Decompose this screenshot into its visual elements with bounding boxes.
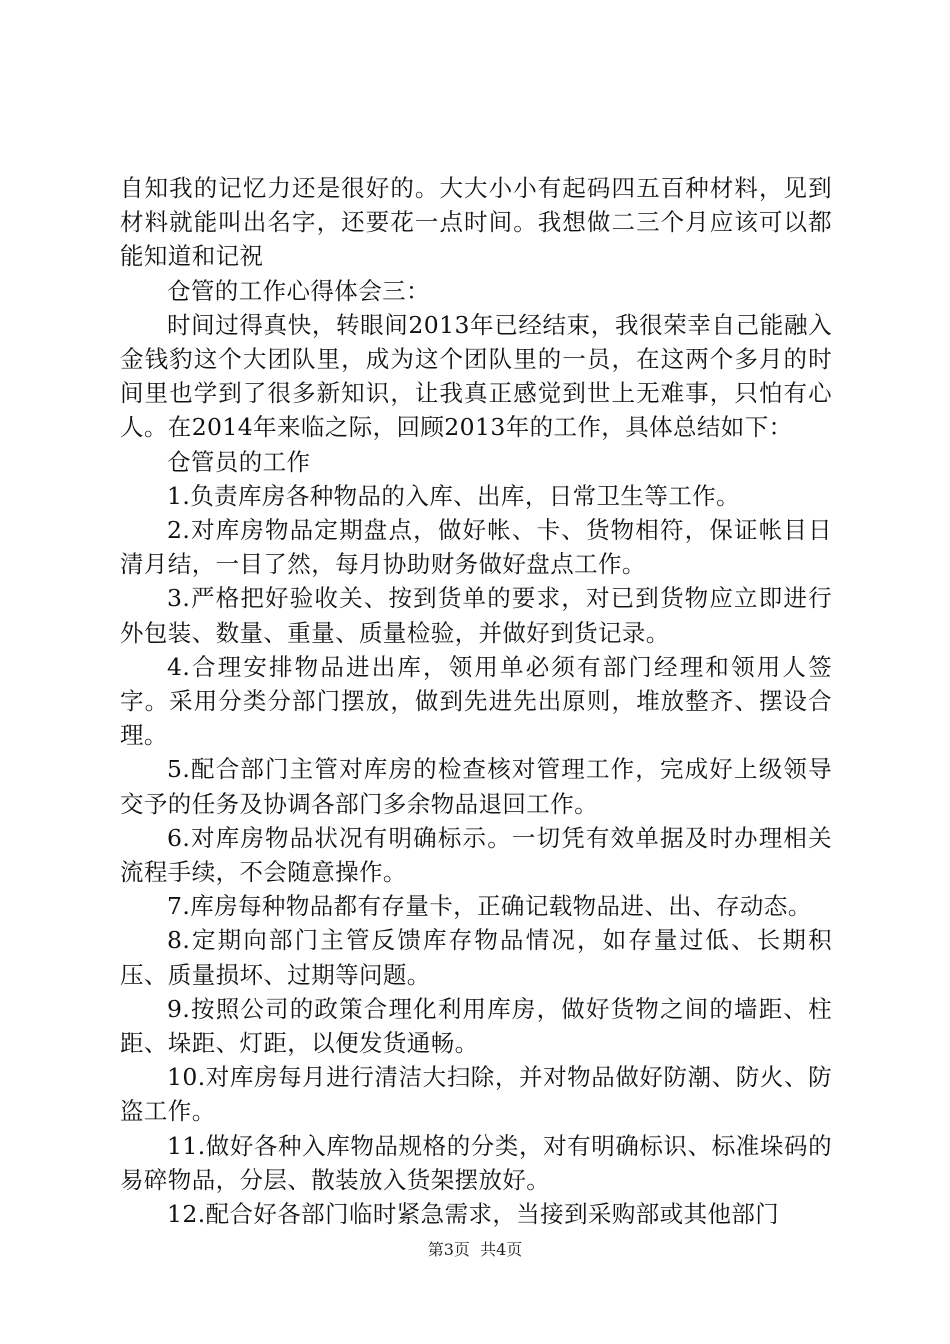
paragraph: 时间过得真快，转眼间2013年已经结束，我很荣幸自己能融入金钱豹这个大团队里，成为这个团队里的一员，在这两个多月的时间里也学到了很多新知识，让我真正感觉到世上无难事，只怕有心人。在2014年来临之际，回顾2013年的工作，具体总结如下： <box>120 310 832 442</box>
list-item: 9.按照公司的政策合理化利用库房，做好货物之间的墙距、柱距、垛距、灯距，以便发货通畅。 <box>120 994 832 1058</box>
document-body <box>120 171 832 1231</box>
page-total: 共4页 <box>480 1240 523 1259</box>
footer-spacer <box>470 1240 480 1259</box>
list-item: 4.合理安排物品进出库，领用单必须有部门经理和领用人签字。采用分类分部门摆放，做到先进先出原则，堆放整齐、摆设合理。 <box>120 652 832 750</box>
section-heading: 仓管的工作心得体会三： <box>167 276 430 305</box>
list-item: 7.库房每种物品都有存量卡，正确记载物品进、出、存动态。 <box>167 892 812 921</box>
page-number: 第3页 <box>427 1240 470 1259</box>
page-footer <box>0 1240 950 1260</box>
list-item: 3.严格把好验收关、按到货单的要求，对已到货物应立即进行外包装、数量、重量、质量检验，并做好到货记录。 <box>120 584 832 647</box>
list-item: 6.对库房物品状况有明确标示。一切凭有效单据及时办理相关流程手续，不会随意操作。 <box>120 823 832 887</box>
list-item: 5.配合部门主管对库房的检查核对管理工作，完成好上级领导交予的任务及协调各部门多余物品退回工作。 <box>120 755 832 818</box>
list-item: 11.做好各种入库物品规格的分类，对有明确标识、标准垛码的易碎物品，分层、散装放入货架摆放好。 <box>120 1131 832 1194</box>
section-heading: 仓管员的工作 <box>167 447 311 476</box>
list-item: 1.负责库房各种物品的入库、出库，日常卫生等工作。 <box>167 481 740 510</box>
list-item: 8.定期向部门主管反馈库存物品情况，如存量过低、长期积压、质量损坏、过期等问题。 <box>120 926 832 989</box>
list-item: 2.对库房物品定期盘点，做好帐、卡、货物相符，保证帐目日清月结，一目了然，每月协助财务做好盘点工作。 <box>120 516 832 579</box>
list-item: 12.配合好各部门临时紧急需求，当接到采购部或其他部门 <box>167 1200 780 1229</box>
list-item: 10.对库房每月进行清洁大扫除，并对物品做好防潮、防火、防盗工作。 <box>120 1063 832 1126</box>
paragraph: 自知我的记忆力还是很好的。大大小小有起码四五百种材料，见到材料就能叫出名字，还要花一点时间。我想做二三个月应该可以都能知道和记祝 <box>120 174 832 271</box>
